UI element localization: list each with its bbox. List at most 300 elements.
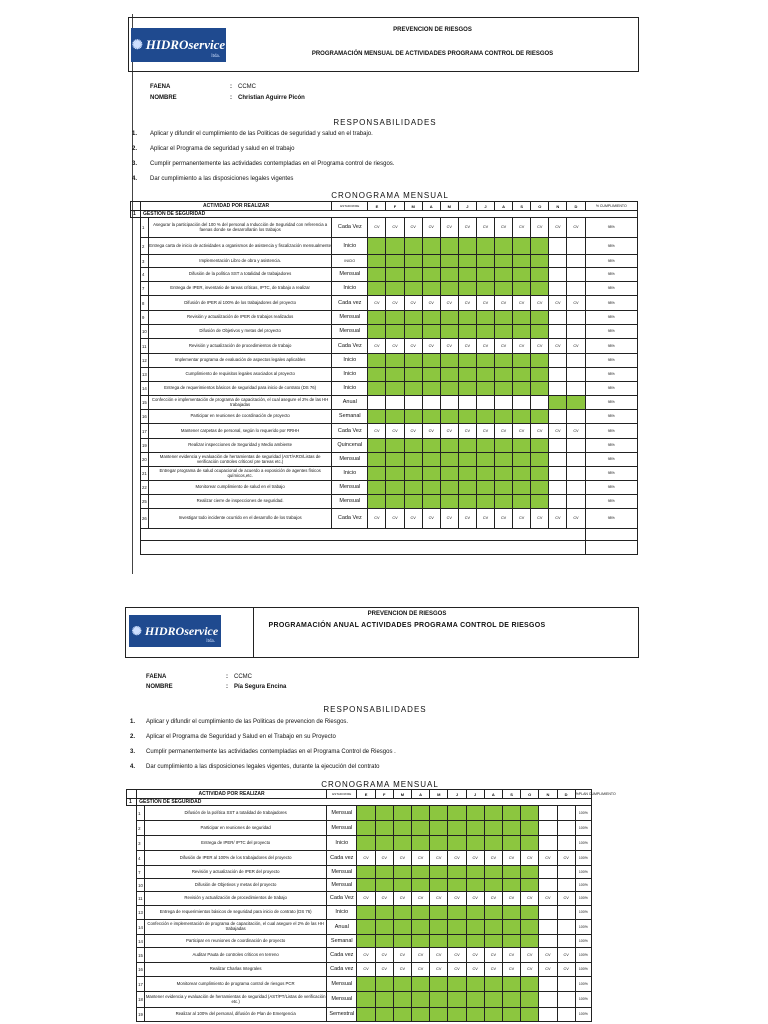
month-cell-cv: CV (521, 892, 539, 906)
month-cell-filled (375, 920, 393, 935)
row-cumplimiento: 98% (585, 368, 638, 382)
month-cell-filled (440, 495, 458, 509)
month-cell-filled (466, 935, 484, 948)
month-cell-filled (521, 920, 539, 935)
month-cell-cv: CV (412, 892, 430, 906)
month-cell-cv: CV (557, 851, 575, 866)
month-cell-cv: CV (513, 296, 531, 311)
month-cell-cv: CV (567, 339, 585, 354)
month-cell-filled (375, 992, 393, 1008)
month-cell-cv: CV (375, 851, 393, 866)
month-cell-filled (531, 467, 549, 481)
row-activity: Investigar todo incidente ocurrido en el desarrollo de los trabajos (149, 509, 332, 529)
table-row (127, 948, 592, 963)
row-cumplimiento: 100% (575, 851, 591, 866)
row-activity: Auditar Pauta de controles críticos en terreno (145, 948, 327, 963)
resp-number: 3. (132, 161, 138, 167)
month-cell-filled (458, 368, 476, 382)
row-cumplimiento: 98% (585, 396, 638, 410)
month-cell-filled (484, 920, 502, 935)
row-number: 13 (141, 368, 149, 382)
resp-text: Aplicar y difundir el cumplimiento de las Politicas de prevencion de Riesgos. (146, 719, 349, 725)
month-cell-empty (557, 920, 575, 935)
month-cell-filled (375, 866, 393, 879)
row-activity: Implementación Libro de obra y asistencia. (149, 255, 332, 268)
month-cell-empty (549, 325, 567, 339)
month-cell-filled (412, 866, 430, 879)
month-cell-filled (513, 282, 531, 296)
row-cumplimiento: 100% (575, 836, 591, 851)
row-frequency: Mensual (332, 453, 368, 467)
month-cell-filled (531, 481, 549, 495)
row-activity: Entrega de IPER/ IPTC del proyecto (145, 836, 327, 851)
month-cell-cv: CV (368, 509, 386, 529)
month-cell-empty (557, 935, 575, 948)
month-cell-filled (466, 977, 484, 992)
month-cell-filled (386, 238, 404, 255)
header-month: M (404, 202, 422, 211)
month-cell-filled (422, 255, 440, 268)
row-gutter (131, 282, 141, 296)
row-gutter (131, 255, 141, 268)
month-cell-filled (375, 836, 393, 851)
month-cell-cv: CV (430, 851, 448, 866)
month-cell-empty (567, 238, 585, 255)
month-cell-cv: CV (513, 509, 531, 529)
row-frequency: Quincenal (332, 439, 368, 453)
month-cell-empty (549, 439, 567, 453)
resp-number: 2. (132, 146, 138, 152)
month-cell-filled (368, 238, 386, 255)
month-cell-cv: CV (368, 424, 386, 439)
nombre-label: NOMBRE (150, 95, 177, 101)
month-cell-filled (422, 325, 440, 339)
row-cumplimiento: 98% (585, 268, 638, 282)
month-cell-cv: CV (422, 509, 440, 529)
table-row (127, 920, 592, 935)
month-cell-filled (502, 866, 520, 879)
month-cell-filled (513, 453, 531, 467)
table-row (131, 238, 638, 255)
header-blank (127, 790, 137, 799)
month-cell-filled (430, 935, 448, 948)
month-cell-filled (495, 439, 513, 453)
month-cell-cv: CV (476, 218, 494, 238)
row-activity: Revisión y actualización de procedimientos de trabajo (145, 892, 327, 906)
month-cell-empty (422, 396, 440, 410)
row-cumplimiento: 100% (575, 879, 591, 892)
table-row (127, 906, 592, 920)
row-cumplimiento: 98% (585, 339, 638, 354)
month-cell-filled (476, 495, 494, 509)
table-row (131, 439, 638, 453)
month-cell-cv: CV (466, 851, 484, 866)
table-row (127, 1008, 592, 1022)
row-frequency: Inicio (327, 906, 357, 920)
row-gutter (131, 218, 141, 238)
month-cell-filled (458, 410, 476, 424)
month-cell-filled (521, 1008, 539, 1022)
month-cell-empty (567, 354, 585, 368)
row-number: 7 (137, 866, 145, 879)
month-cell-filled (386, 354, 404, 368)
month-cell-filled (448, 836, 466, 851)
row-cumplimiento: 100% (575, 992, 591, 1008)
month-cell-cv: CV (567, 509, 585, 529)
faena-value: CCMC (234, 674, 252, 680)
header-month: A (495, 202, 513, 211)
row-activity: Asegurar la participación del 100 % del personal a Inducción de Seguridad con referencia a faenas donde se desarrollarán los trabajos (149, 218, 332, 238)
row-number: 9 (141, 311, 149, 325)
month-cell-filled (430, 879, 448, 892)
month-cell-empty (567, 453, 585, 467)
month-cell-filled (521, 906, 539, 920)
month-cell-filled (440, 282, 458, 296)
month-cell-empty (567, 481, 585, 495)
month-cell-filled (458, 311, 476, 325)
month-cell-filled (502, 821, 520, 836)
row-frequency: Anual (327, 920, 357, 935)
resp-number: 4. (130, 764, 136, 770)
month-cell-filled (484, 935, 502, 948)
row-frequency: Cada vez (327, 963, 357, 977)
month-cell-cv: CV (476, 509, 494, 529)
month-cell-filled (513, 481, 531, 495)
month-cell-cv: CV (375, 963, 393, 977)
row-cumplimiento: 100% (575, 892, 591, 906)
row-cumplimiento: 98% (585, 424, 638, 439)
month-cell-cv: CV (357, 851, 375, 866)
row-frequency: Mensual (332, 325, 368, 339)
month-cell-filled (484, 879, 502, 892)
month-cell-filled (495, 368, 513, 382)
month-cell-filled (484, 992, 502, 1008)
month-cell-filled (440, 467, 458, 481)
row-number: 15 (137, 948, 145, 963)
month-cell-filled (448, 806, 466, 821)
month-cell-empty (557, 879, 575, 892)
month-cell-filled (495, 354, 513, 368)
row-activity: Implementar programa de evaluación de aspectos legales aplicables (149, 354, 332, 368)
month-cell-empty (549, 255, 567, 268)
row-frequency: Inicio (332, 368, 368, 382)
table-header-row (131, 202, 638, 211)
row-activity: Participar en reuniones de coordinación de proyecto (145, 935, 327, 948)
month-cell-filled (357, 866, 375, 879)
month-cell-filled (440, 382, 458, 396)
month-cell-filled (484, 1008, 502, 1022)
month-cell-cv: CV (458, 424, 476, 439)
row-activity: Mantener evidencia y evaluación de herramientas de seguridad (AST/PT/Listas de verificación etc.) (145, 992, 327, 1008)
month-cell-filled (513, 382, 531, 396)
row-gutter (131, 396, 141, 410)
table-row (131, 268, 638, 282)
table-row (131, 382, 638, 396)
row-number: 26 (141, 509, 149, 529)
row-number: 22 (141, 481, 149, 495)
logo-text: HIDROservice (144, 623, 219, 638)
month-cell-filled (476, 453, 494, 467)
month-cell-cv: CV (393, 963, 411, 977)
row-activity: Difusión de IPER al 100% de los trabajadores del proyecto (145, 851, 327, 866)
month-cell-empty (549, 410, 567, 424)
month-cell-filled (430, 920, 448, 935)
row-number: 2 (141, 238, 149, 255)
month-cell-cv: CV (440, 424, 458, 439)
month-cell-filled (484, 866, 502, 879)
row-frequency: Mensual (332, 481, 368, 495)
month-cell-cv: CV (412, 851, 430, 866)
month-cell-filled (393, 866, 411, 879)
month-cell-empty (567, 311, 585, 325)
row-cumplimiento: 98% (585, 495, 638, 509)
row-gutter (131, 424, 141, 439)
header-title: PREVENCION DE RIESGOS (393, 27, 472, 33)
month-cell-filled (393, 992, 411, 1008)
month-cell-cv: CV (539, 851, 557, 866)
month-cell-filled (513, 354, 531, 368)
resp-text: Dar cumplimiento a las disposiciones legales vigentes (150, 176, 294, 182)
resp-text: Aplicar y difundir el cumplimiento de las Politicas de seguridad y salud en el trabajo. (150, 131, 373, 137)
row-gutter (131, 296, 141, 311)
row-number: 1 (137, 806, 145, 821)
month-cell-cv: CV (484, 851, 502, 866)
row-cumplimiento: 100% (575, 1008, 591, 1022)
row-number: 14 (137, 935, 145, 948)
row-cumplimiento: 100% (575, 920, 591, 935)
month-cell-cv: CV (539, 948, 557, 963)
month-cell-filled (386, 325, 404, 339)
logo-text: HIDROservice (145, 37, 226, 52)
header-month: E (368, 202, 386, 211)
header-month: M (440, 202, 458, 211)
row-activity: Realizar al 100% del personal, difusión de Plan de Emergencia (145, 1008, 327, 1022)
month-cell-filled (521, 992, 539, 1008)
month-cell-filled (466, 1008, 484, 1022)
month-cell-cv: CV (386, 509, 404, 529)
header-actividad: ACTIVIDAD POR REALIZAR (141, 202, 332, 211)
month-cell-filled (521, 806, 539, 821)
month-cell-cv: CV (458, 218, 476, 238)
row-number: 14 (137, 920, 145, 935)
row-gutter (131, 541, 141, 555)
month-cell-filled (521, 935, 539, 948)
month-cell-filled (466, 821, 484, 836)
company-logo (131, 28, 226, 62)
month-cell-empty (513, 396, 531, 410)
month-cell-filled (458, 439, 476, 453)
month-cell-cv: CV (404, 339, 422, 354)
month-cell-empty (557, 977, 575, 992)
month-cell-filled (368, 268, 386, 282)
month-cell-filled (495, 311, 513, 325)
month-cell-cv: CV (513, 339, 531, 354)
header-month: J (476, 202, 494, 211)
row-gutter (127, 963, 137, 977)
month-cell-filled (476, 311, 494, 325)
month-cell-filled (531, 439, 549, 453)
row-cumplimiento: 98% (585, 218, 638, 238)
row-activity: Revisión y actualización de IPER del proyecto (145, 866, 327, 879)
row-number: 11 (141, 339, 149, 354)
month-cell-filled (404, 495, 422, 509)
month-cell-cv: CV (386, 296, 404, 311)
month-cell-empty (549, 495, 567, 509)
header-month: O (531, 202, 549, 211)
header-month: D (557, 790, 575, 799)
row-gutter (131, 268, 141, 282)
month-cell-empty (549, 354, 567, 368)
row-number: 16 (141, 410, 149, 424)
row-number: 4 (141, 268, 149, 282)
table-row (127, 851, 592, 866)
month-cell-cv: CV (476, 296, 494, 311)
faena-colon: : (226, 674, 228, 680)
month-cell-cv: CV (458, 339, 476, 354)
responsabilidades-title: RESPONSABILIDADES (323, 705, 427, 714)
month-cell-filled (393, 977, 411, 992)
month-cell-cv: CV (466, 892, 484, 906)
month-cell-filled (502, 879, 520, 892)
month-cell-empty (549, 368, 567, 382)
table-row (131, 495, 638, 509)
resp-number: 1. (132, 131, 138, 137)
month-cell-filled (412, 977, 430, 992)
row-gutter (131, 311, 141, 325)
resp-item (132, 176, 632, 184)
month-cell-filled (386, 453, 404, 467)
month-cell-cv: CV (495, 218, 513, 238)
month-cell-filled (368, 255, 386, 268)
month-cell-filled (404, 325, 422, 339)
month-cell-filled (502, 992, 520, 1008)
row-cumplimiento: 98% (585, 481, 638, 495)
month-cell-cv: CV (386, 424, 404, 439)
row-cumplimiento: 100% (575, 977, 591, 992)
month-cell-filled (513, 238, 531, 255)
table-row (131, 282, 638, 296)
month-cell-empty (386, 396, 404, 410)
month-cell-filled (386, 382, 404, 396)
month-cell-filled (476, 268, 494, 282)
row-frequency: Mensual (332, 268, 368, 282)
row-frequency: Mensual (327, 992, 357, 1008)
month-cell-cv: CV (495, 296, 513, 311)
month-cell-empty (539, 906, 557, 920)
month-cell-cv: CV (422, 296, 440, 311)
row-number: 17 (137, 977, 145, 992)
month-cell-filled (484, 821, 502, 836)
month-cell-filled (521, 821, 539, 836)
resp-item (130, 734, 630, 742)
month-cell-cv: CV (466, 948, 484, 963)
month-cell-empty (567, 410, 585, 424)
month-cell-empty (476, 396, 494, 410)
month-cell-filled (404, 255, 422, 268)
month-cell-cv: CV (557, 892, 575, 906)
row-frequency: Mensual (327, 821, 357, 836)
row-cumplimiento: 98% (585, 439, 638, 453)
row-activity: Realizar Charlas Integrales (145, 963, 327, 977)
month-cell-filled (513, 495, 531, 509)
month-cell-filled (368, 368, 386, 382)
month-cell-empty (531, 396, 549, 410)
month-cell-filled (412, 935, 430, 948)
resp-item (130, 719, 630, 727)
month-cell-filled (458, 495, 476, 509)
row-activity: Difusión de Objetivos y metas del proyecto (145, 879, 327, 892)
month-cell-filled (476, 467, 494, 481)
month-cell-cv: CV (357, 963, 375, 977)
row-cumplimiento: 98% (585, 282, 638, 296)
month-cell-filled (448, 879, 466, 892)
month-cell-filled (357, 977, 375, 992)
month-cell-filled (440, 268, 458, 282)
month-cell-cv: CV (495, 339, 513, 354)
month-cell-empty (557, 1008, 575, 1022)
month-cell-filled (422, 282, 440, 296)
month-cell-filled (458, 354, 476, 368)
nombre-label: NOMBRE (146, 684, 173, 690)
row-gutter (131, 354, 141, 368)
month-cell-cv: CV (393, 892, 411, 906)
month-cell-filled (476, 325, 494, 339)
row-number: 12 (141, 354, 149, 368)
row-frequency: Cada Vez (332, 218, 368, 238)
month-cell-filled (440, 325, 458, 339)
month-cell-filled (531, 410, 549, 424)
month-cell-filled (531, 495, 549, 509)
month-cell-cv: CV (404, 509, 422, 529)
month-cell-filled (502, 1008, 520, 1022)
row-frequency: Mensual (332, 311, 368, 325)
month-cell-filled (357, 1008, 375, 1022)
row-gutter (127, 821, 137, 836)
month-cell-cv: CV (404, 296, 422, 311)
month-cell-empty (404, 396, 422, 410)
month-cell-filled (404, 268, 422, 282)
month-cell-filled (375, 906, 393, 920)
month-cell-cv: CV (567, 424, 585, 439)
resp-number: 4. (132, 176, 138, 182)
month-cell-filled (357, 821, 375, 836)
month-cell-empty (539, 836, 557, 851)
month-cell-filled (404, 453, 422, 467)
header-month: J (448, 790, 466, 799)
month-cell-filled (531, 354, 549, 368)
month-cell-empty (458, 396, 476, 410)
month-cell-empty (567, 439, 585, 453)
header-month: D (567, 202, 585, 211)
month-cell-filled (466, 836, 484, 851)
resp-item (132, 146, 632, 154)
month-cell-filled (531, 311, 549, 325)
month-cell-empty (567, 467, 585, 481)
table-row (131, 410, 638, 424)
month-cell-filled (440, 410, 458, 424)
month-cell-filled (502, 935, 520, 948)
row-frequency: Cada Vez (332, 339, 368, 354)
month-cell-filled (430, 1008, 448, 1022)
month-cell-filled (412, 879, 430, 892)
row-number: 4 (137, 851, 145, 866)
month-cell-cv: CV (422, 218, 440, 238)
month-cell-filled (422, 495, 440, 509)
month-cell-filled (531, 453, 549, 467)
row-gutter (131, 453, 141, 467)
month-cell-filled (422, 368, 440, 382)
row-activity: Realizar cierre de inspecciones de seguridad. (149, 495, 332, 509)
